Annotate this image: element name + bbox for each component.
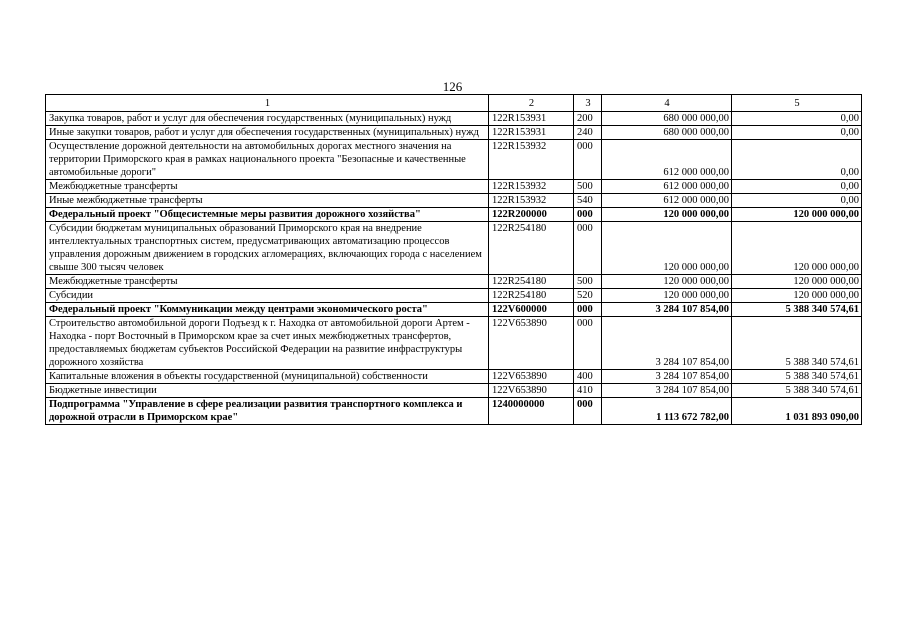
- table-row: [46, 194, 862, 208]
- row-amount-2019-cell: 120 000 000,00: [602, 208, 732, 222]
- table-row: [46, 140, 862, 180]
- row-code-cell: 122R254180: [489, 289, 574, 303]
- row-amount-2019-cell: 612 000 000,00: [602, 180, 732, 194]
- row-amount-2020-cell: 0,00: [732, 194, 862, 208]
- row-amount-2019-cell: 3 284 107 854,00: [602, 384, 732, 398]
- row-type-cell: 240: [574, 126, 602, 140]
- header-col-5: 5: [732, 95, 862, 112]
- row-name-cell: Федеральный проект "Коммуникации между центрами экономического роста": [46, 303, 489, 317]
- row-name-cell: Строительство автомобильной дороги Подъезд к г. Находка от автомобильной дороги Артем - Находка - порт Восточный в Приморском крае за счет иных межбюджетных трансфертов, предоставляемых бюджетам субъектов Российской Федерации на развитие инфраструктуры дорожного хозяйства: [46, 317, 489, 370]
- row-type-cell: 000: [574, 208, 602, 222]
- table-row: [46, 370, 862, 384]
- row-amount-2020-cell: 5 388 340 574,61: [732, 303, 862, 317]
- table-row: [46, 275, 862, 289]
- row-code-cell: 122R153932: [489, 140, 574, 180]
- row-amount-2019-cell: 120 000 000,00: [602, 275, 732, 289]
- table-row: [46, 222, 862, 275]
- row-code-cell: 122V653890: [489, 384, 574, 398]
- row-amount-2020-cell: 0,00: [732, 112, 862, 126]
- row-amount-2020-cell: 120 000 000,00: [732, 222, 862, 275]
- row-type-cell: 000: [574, 398, 602, 425]
- row-name-cell: Иные закупки товаров, работ и услуг для обеспечения государственных (муниципальных) нужд: [46, 126, 489, 140]
- row-code-cell: 122V653890: [489, 370, 574, 384]
- row-code-cell: 122V600000: [489, 303, 574, 317]
- row-code-cell: 122R153931: [489, 112, 574, 126]
- row-name-cell: Межбюджетные трансферты: [46, 275, 489, 289]
- table-row: [46, 180, 862, 194]
- table-row: [46, 126, 862, 140]
- row-name-cell: Межбюджетные трансферты: [46, 180, 489, 194]
- row-amount-2020-cell: 120 000 000,00: [732, 275, 862, 289]
- table-row: [46, 384, 862, 398]
- row-code-cell: 122V653890: [489, 317, 574, 370]
- row-code-cell: 122R200000: [489, 208, 574, 222]
- row-code-cell: 1240000000: [489, 398, 574, 425]
- table-header-row: [46, 95, 862, 112]
- row-type-cell: 400: [574, 370, 602, 384]
- header-col-3: 3: [574, 95, 602, 112]
- row-amount-2020-cell: 5 388 340 574,61: [732, 384, 862, 398]
- row-amount-2020-cell: 5 388 340 574,61: [732, 370, 862, 384]
- row-type-cell: 200: [574, 112, 602, 126]
- row-amount-2020-cell: 5 388 340 574,61: [732, 317, 862, 370]
- row-name-cell: Бюджетные инвестиции: [46, 384, 489, 398]
- row-name-cell: Федеральный проект "Общесистемные меры развития дорожного хозяйства": [46, 208, 489, 222]
- table-row: [46, 303, 862, 317]
- row-amount-2020-cell: 0,00: [732, 126, 862, 140]
- budget-table: [45, 94, 862, 425]
- header-col-1: 1: [46, 95, 489, 112]
- row-name-cell: Закупка товаров, работ и услуг для обеспечения государственных (муниципальных) нужд: [46, 112, 489, 126]
- row-amount-2019-cell: 3 284 107 854,00: [602, 370, 732, 384]
- row-amount-2019-cell: 612 000 000,00: [602, 194, 732, 208]
- row-type-cell: 500: [574, 275, 602, 289]
- table-row: [46, 289, 862, 303]
- row-name-cell: Осуществление дорожной деятельности на автомобильных дорогах местного значения на территории Приморского края в рамках национального проекта "Безопасные и качественные автомобильные дороги": [46, 140, 489, 180]
- row-name-cell: Субсидии бюджетам муниципальных образований Приморского края на внедрение интеллектуальных транспортных систем, предусматривающих автоматизацию процессов управления дорожным движением в городских агломерациях, включающих города с населением свыше 300 тысяч человек: [46, 222, 489, 275]
- row-amount-2020-cell: 120 000 000,00: [732, 289, 862, 303]
- row-amount-2019-cell: 120 000 000,00: [602, 289, 732, 303]
- row-name-cell: Субсидии: [46, 289, 489, 303]
- row-code-cell: 122R153931: [489, 126, 574, 140]
- row-name-cell: Подпрограмма "Управление в сфере реализации развития транспортного комплекса и дорожной отрасли в Приморском крае": [46, 398, 489, 425]
- row-amount-2019-cell: 612 000 000,00: [602, 140, 732, 180]
- row-code-cell: 122R254180: [489, 275, 574, 289]
- row-type-cell: 000: [574, 303, 602, 317]
- row-amount-2019-cell: 3 284 107 854,00: [602, 317, 732, 370]
- row-amount-2019-cell: 680 000 000,00: [602, 112, 732, 126]
- table-row: [46, 112, 862, 126]
- row-amount-2019-cell: 3 284 107 854,00: [602, 303, 732, 317]
- table-row: [46, 208, 862, 222]
- row-type-cell: 540: [574, 194, 602, 208]
- header-col-4: 4: [602, 95, 732, 112]
- row-code-cell: 122R153932: [489, 194, 574, 208]
- row-amount-2020-cell: 0,00: [732, 140, 862, 180]
- row-type-cell: 000: [574, 222, 602, 275]
- row-code-cell: 122R153932: [489, 180, 574, 194]
- row-type-cell: 500: [574, 180, 602, 194]
- table-row: [46, 398, 862, 425]
- row-name-cell: Капитальные вложения в объекты государственной (муниципальной) собственности: [46, 370, 489, 384]
- row-amount-2019-cell: 680 000 000,00: [602, 126, 732, 140]
- row-name-cell: Иные межбюджетные трансферты: [46, 194, 489, 208]
- row-type-cell: 520: [574, 289, 602, 303]
- row-amount-2019-cell: 1 113 672 782,00: [602, 398, 732, 425]
- table-row: [46, 317, 862, 370]
- row-amount-2019-cell: 120 000 000,00: [602, 222, 732, 275]
- row-amount-2020-cell: 0,00: [732, 180, 862, 194]
- row-type-cell: 000: [574, 140, 602, 180]
- header-col-2: 2: [489, 95, 574, 112]
- page-number: 126: [442, 79, 463, 94]
- row-code-cell: 122R254180: [489, 222, 574, 275]
- row-amount-2020-cell: 1 031 893 090,00: [732, 398, 862, 425]
- row-amount-2020-cell: 120 000 000,00: [732, 208, 862, 222]
- row-type-cell: 410: [574, 384, 602, 398]
- row-type-cell: 000: [574, 317, 602, 370]
